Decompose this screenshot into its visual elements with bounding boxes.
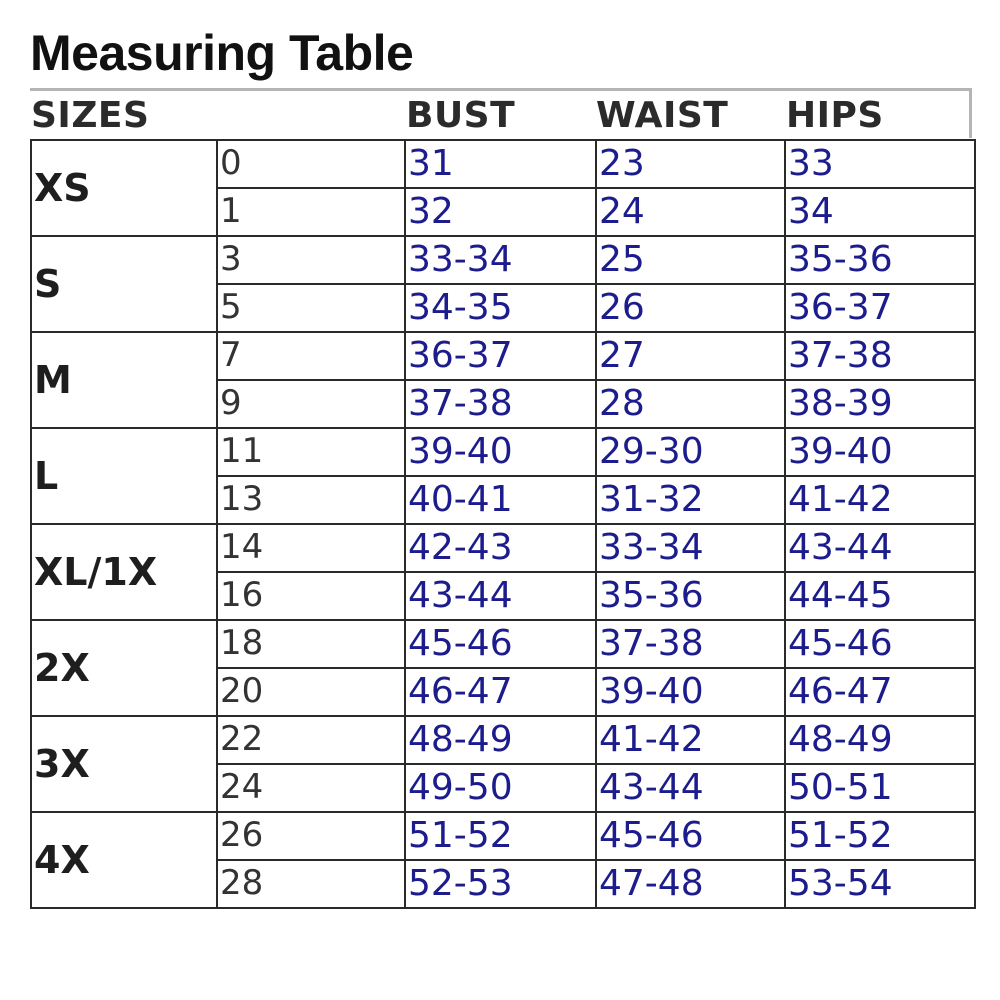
hips-value: 48-49 — [785, 716, 975, 764]
waist-value: 47-48 — [596, 860, 785, 908]
size-number: 5 — [217, 284, 405, 332]
measuring-table — [30, 139, 976, 909]
waist-value: 28 — [596, 380, 785, 428]
bust-value: 48-49 — [405, 716, 596, 764]
table-row — [31, 812, 975, 860]
bust-value: 45-46 — [405, 620, 596, 668]
hips-value: 36-37 — [785, 284, 975, 332]
waist-value: 25 — [596, 236, 785, 284]
header-bust: BUST — [406, 95, 516, 136]
bust-value: 46-47 — [405, 668, 596, 716]
waist-value: 41-42 — [596, 716, 785, 764]
bust-value: 34-35 — [405, 284, 596, 332]
waist-value: 26 — [596, 284, 785, 332]
waist-value: 27 — [596, 332, 785, 380]
size-number: 18 — [217, 620, 405, 668]
hips-value: 44-45 — [785, 572, 975, 620]
size-number: 9 — [217, 380, 405, 428]
table-row — [31, 716, 975, 764]
hips-value: 33 — [785, 140, 975, 188]
hips-value: 50-51 — [785, 764, 975, 812]
waist-value: 29-30 — [596, 428, 785, 476]
header-hips: HIPS — [786, 95, 884, 136]
waist-value: 23 — [596, 140, 785, 188]
bust-value: 51-52 — [405, 812, 596, 860]
size-label: S — [31, 236, 217, 332]
waist-value: 35-36 — [596, 572, 785, 620]
bust-value: 32 — [405, 188, 596, 236]
waist-value: 33-34 — [596, 524, 785, 572]
size-label: 3X — [31, 716, 217, 812]
bust-value: 39-40 — [405, 428, 596, 476]
bust-value: 33-34 — [405, 236, 596, 284]
waist-value: 24 — [596, 188, 785, 236]
waist-value: 45-46 — [596, 812, 785, 860]
waist-value: 43-44 — [596, 764, 785, 812]
size-label: L — [31, 428, 217, 524]
hips-value: 37-38 — [785, 332, 975, 380]
size-number: 14 — [217, 524, 405, 572]
hips-value: 35-36 — [785, 236, 975, 284]
size-number: 20 — [217, 668, 405, 716]
header-sizes: SIZES — [31, 95, 150, 136]
hips-value: 45-46 — [785, 620, 975, 668]
size-label: 2X — [31, 620, 217, 716]
waist-value: 37-38 — [596, 620, 785, 668]
bust-value: 49-50 — [405, 764, 596, 812]
bust-value: 31 — [405, 140, 596, 188]
size-label: XL/1X — [31, 524, 217, 620]
table-row — [31, 332, 975, 380]
size-number: 1 — [217, 188, 405, 236]
size-number: 7 — [217, 332, 405, 380]
size-number: 0 — [217, 140, 405, 188]
measuring-table-body — [31, 140, 975, 908]
waist-value: 39-40 — [596, 668, 785, 716]
hips-value: 41-42 — [785, 476, 975, 524]
bust-value: 36-37 — [405, 332, 596, 380]
size-number: 24 — [217, 764, 405, 812]
page-title: Measuring Table — [30, 25, 414, 81]
size-label: 4X — [31, 812, 217, 908]
bust-value: 37-38 — [405, 380, 596, 428]
bust-value: 52-53 — [405, 860, 596, 908]
hips-value: 53-54 — [785, 860, 975, 908]
waist-value: 31-32 — [596, 476, 785, 524]
size-number: 22 — [217, 716, 405, 764]
bust-value: 40-41 — [405, 476, 596, 524]
size-label: XS — [31, 140, 217, 236]
table-row — [31, 524, 975, 572]
size-number: 13 — [217, 476, 405, 524]
header-waist: WAIST — [596, 95, 729, 136]
table-row — [31, 428, 975, 476]
size-number: 26 — [217, 812, 405, 860]
size-number: 11 — [217, 428, 405, 476]
hips-value: 38-39 — [785, 380, 975, 428]
size-number: 3 — [217, 236, 405, 284]
table-row — [31, 236, 975, 284]
hips-value: 46-47 — [785, 668, 975, 716]
size-number: 16 — [217, 572, 405, 620]
size-number: 28 — [217, 860, 405, 908]
size-label: M — [31, 332, 217, 428]
bust-value: 43-44 — [405, 572, 596, 620]
table-row — [31, 620, 975, 668]
hips-value: 34 — [785, 188, 975, 236]
hips-value: 39-40 — [785, 428, 975, 476]
hips-value: 51-52 — [785, 812, 975, 860]
hips-value: 43-44 — [785, 524, 975, 572]
table-row — [31, 140, 975, 188]
bust-value: 42-43 — [405, 524, 596, 572]
